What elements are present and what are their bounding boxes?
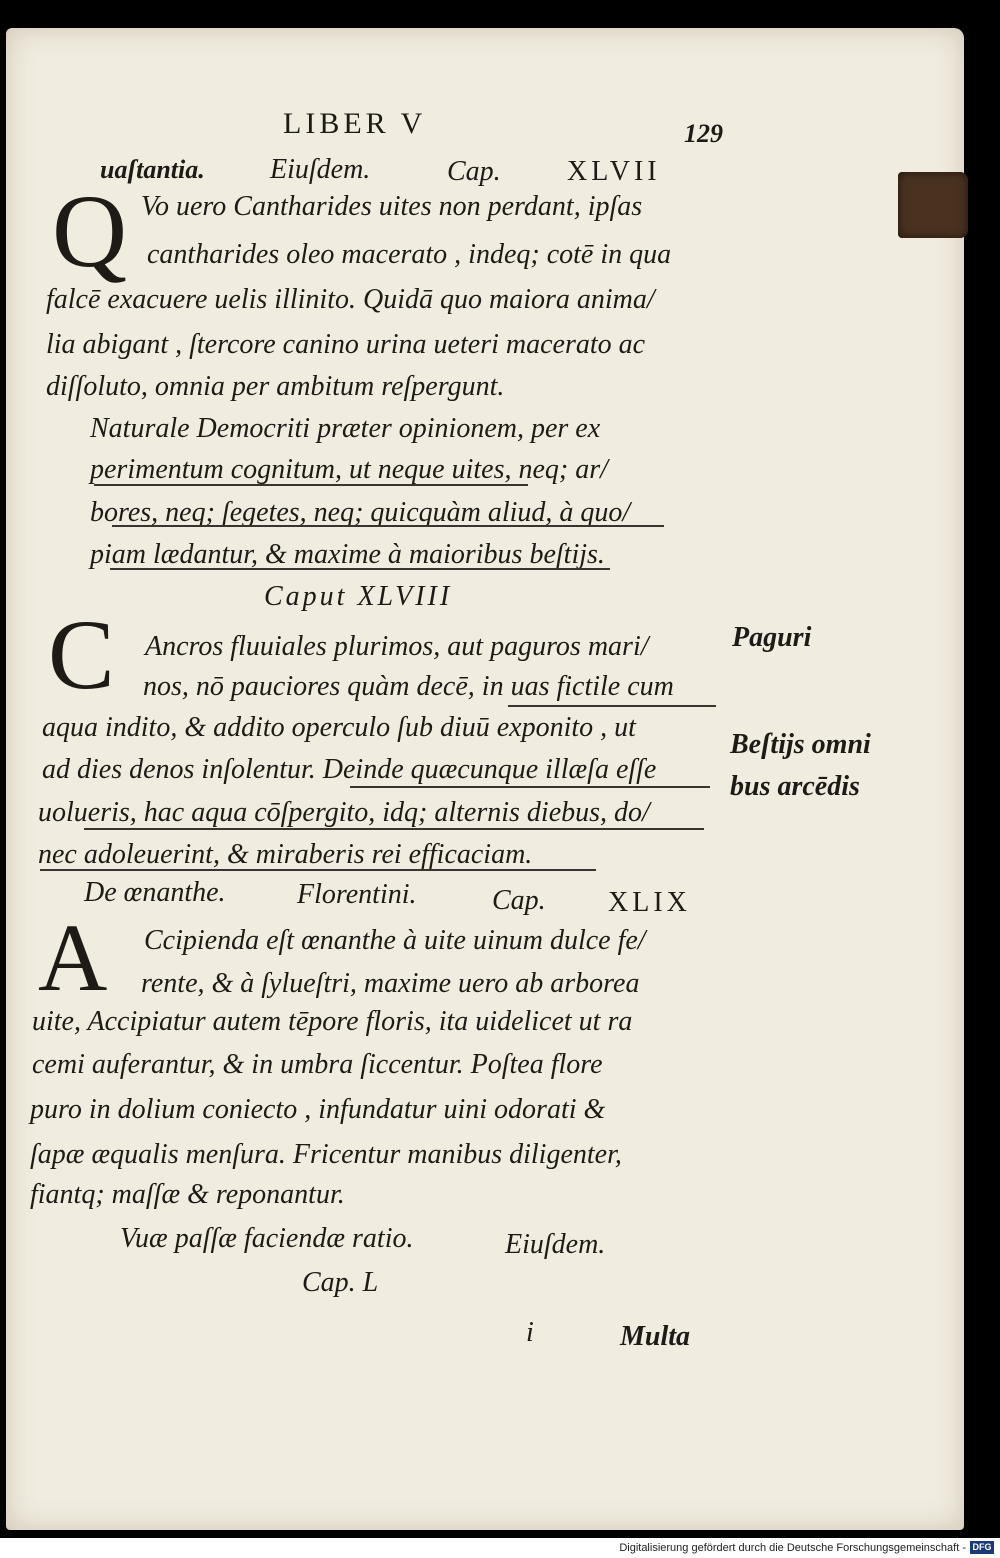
ch47-line-9: piam lædantur, & maxime à maioribus beſtijs. bbox=[90, 539, 605, 570]
page-tab-marker bbox=[898, 172, 968, 238]
ch49-heading-title: De œnanthe. bbox=[84, 877, 226, 908]
ch49-line-3: uite, Accipiatur autem tēpore floris, ita uidelicet ut ra bbox=[32, 1006, 633, 1037]
catchword: Multa bbox=[620, 1321, 691, 1352]
ch47-line-6: Naturale Democriti præter opinionem, per ex bbox=[90, 413, 601, 444]
signature-mark: i bbox=[526, 1317, 534, 1348]
ch50-heading-source: Eiuſdem. bbox=[505, 1229, 606, 1260]
ch49-drop-cap: A bbox=[38, 904, 108, 1011]
ch49-line-6: ſapæ æqualis menſura. Fricentur manibus diligenter, bbox=[30, 1139, 622, 1170]
ch47-heading-number: XLVII bbox=[567, 156, 661, 187]
ch47-line-3: falcē exacuere uelis illinito. Quidā quo maiora anima/ bbox=[46, 284, 655, 315]
underline-mark bbox=[110, 568, 610, 570]
ch49-heading-source: Florentini. bbox=[297, 879, 417, 910]
ch49-line-5: puro in dolium coniecto , infundatur uini odorati & bbox=[30, 1094, 606, 1125]
ch48-line-5: uolueris, hac aqua cōſpergito, idq; alternis diebus, do/ bbox=[38, 797, 650, 828]
ch49-heading-cap: Cap. bbox=[492, 885, 546, 916]
ch47-line-1: Vo uero Cantharides uites non perdant, ipſas bbox=[141, 191, 643, 222]
ch47-heading-text: uaſtantia. bbox=[100, 155, 205, 184]
ch48-drop-cap: C bbox=[48, 599, 115, 710]
ch47-drop-cap: Q bbox=[52, 174, 128, 289]
footer-bar bbox=[0, 1538, 1000, 1558]
dfg-logo: DFG bbox=[970, 1541, 994, 1554]
underline-mark bbox=[508, 705, 716, 707]
ch47-line-5: diſſoluto, omnia per ambitum reſpergunt. bbox=[46, 371, 505, 402]
ch47-heading-source: Eiuſdem. bbox=[270, 154, 371, 185]
underline-mark bbox=[94, 484, 528, 486]
underline-mark bbox=[40, 869, 596, 871]
ch48-line-4: ad dies denos inſolentur. Deinde quæcunque illæſa eſſe bbox=[42, 754, 657, 785]
ch50-heading-title: Vuæ paſſæ faciendæ ratio. bbox=[120, 1223, 414, 1254]
underline-mark bbox=[84, 828, 704, 830]
ch48-heading: Caput XLVIII bbox=[264, 581, 453, 612]
running-title: LIBER V bbox=[283, 107, 427, 140]
underline-mark bbox=[112, 525, 664, 527]
ch48-line-1: Ancros fluuiales plurimos, aut paguros mari/ bbox=[145, 631, 649, 662]
margin-note-paguri: Paguri bbox=[732, 622, 812, 653]
ch48-line-2: nos, nō pauciores quàm decē, in uas fictile cum bbox=[143, 671, 674, 702]
ch49-line-4: cemi auferantur, & in umbra ſiccentur. Poſtea flore bbox=[32, 1049, 603, 1080]
ch49-line-2: rente, & à ſylueſtri, maxime uero ab arborea bbox=[141, 968, 640, 999]
ch47-line-7: perimentum cognitum, ut neque uites, neq; ar/ bbox=[90, 454, 608, 485]
ch49-line-1: Ccipienda eſt œnanthe à uite uinum dulce fe/ bbox=[144, 925, 646, 956]
ch49-line-7: fiantq; maſſæ & reponantur. bbox=[30, 1179, 345, 1210]
margin-note-bestiis-1: Beſtijs omni bbox=[730, 729, 871, 760]
footer-funding-text: Digitalisierung gefördert durch die Deutsche Forschungsgemeinschaft - bbox=[619, 1542, 966, 1554]
ch48-line-3: aqua indito, & addito operculo ſub diuū exponito , ut bbox=[42, 712, 636, 743]
page-number: 129 bbox=[684, 119, 723, 148]
ch50-heading-cap: Cap. L bbox=[302, 1267, 379, 1298]
ch47-heading-cap: Cap. bbox=[447, 156, 501, 187]
underline-mark bbox=[350, 786, 710, 788]
ch47-line-8: bores, neq; ſegetes, neq; quicquàm aliud, à quo/ bbox=[90, 497, 631, 528]
ch47-line-4: lia abigant , ſtercore canino urina ueteri macerato ac bbox=[46, 329, 646, 360]
margin-note-bestiis-2: bus arcēdis bbox=[730, 771, 860, 802]
ch49-heading-number: XLIX bbox=[608, 887, 691, 918]
ch48-line-6: nec adoleuerint, & miraberis rei efficaciam. bbox=[38, 839, 533, 870]
ch47-line-2: cantharides oleo macerato , indeq; cotē in qua bbox=[147, 239, 672, 270]
